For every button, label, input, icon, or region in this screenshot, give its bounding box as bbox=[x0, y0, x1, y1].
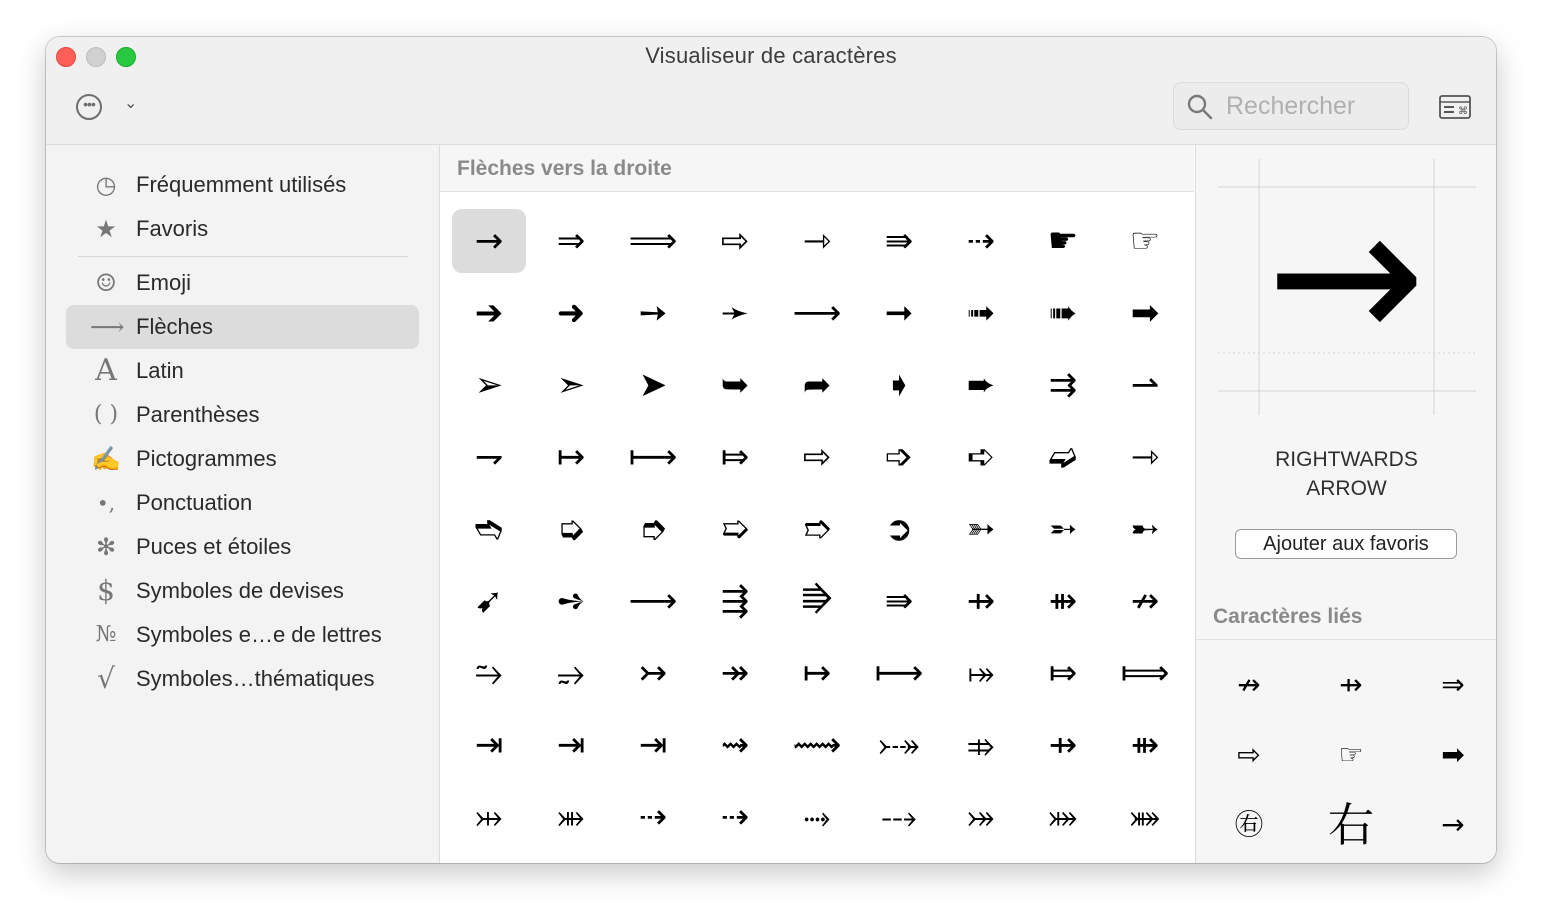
character-cell[interactable]: ⇸ bbox=[966, 581, 996, 621]
sidebar-item-label: Latin bbox=[136, 358, 184, 383]
character-viewer-window bbox=[46, 37, 1496, 863]
more-actions-icon[interactable]: ••• bbox=[76, 94, 102, 120]
numero-icon: № bbox=[95, 622, 117, 647]
dollar-icon: $ bbox=[97, 574, 115, 607]
character-cell[interactable]: ⇥ bbox=[556, 725, 586, 765]
character-cell[interactable]: ⇢ bbox=[638, 797, 668, 837]
character-cell[interactable]: ➢ bbox=[474, 365, 504, 405]
character-cell[interactable]: ⟹ bbox=[628, 221, 678, 261]
character-cell[interactable]: ⟼ bbox=[628, 437, 678, 477]
character-cell[interactable]: ➺ bbox=[556, 581, 586, 621]
sidebar-item-label: Flèches bbox=[136, 314, 214, 339]
sidebar-item-label: Pictogrammes bbox=[136, 446, 277, 471]
character-cell[interactable]: ➩ bbox=[884, 437, 914, 477]
star-icon: ★ bbox=[95, 215, 117, 243]
character-cell[interactable]: ⇒ bbox=[556, 221, 586, 261]
related-character-cell[interactable]: ⇨ bbox=[1237, 738, 1261, 771]
latin-a-icon: A bbox=[95, 353, 117, 388]
sidebar-item-label: Symboles e…e de lettres bbox=[136, 622, 382, 647]
character-cell[interactable]: ⤔ bbox=[475, 797, 503, 837]
search-placeholder: Rechercher bbox=[1226, 92, 1356, 120]
sidebar-item-latin[interactable] bbox=[66, 349, 419, 393]
character-cell[interactable]: ⤇ bbox=[720, 437, 750, 477]
svg-text:⌘: ⌘ bbox=[1458, 106, 1468, 117]
character-cell[interactable]: ⤕ bbox=[557, 797, 585, 837]
smiley-icon: ☺ bbox=[95, 269, 117, 297]
section-title: Flèches vers la droite bbox=[457, 157, 672, 180]
sidebar-item-letterlike[interactable] bbox=[66, 613, 419, 657]
character-cell[interactable]: ⇨ bbox=[720, 221, 750, 261]
window-title: Visualiseur de caractères bbox=[645, 43, 897, 68]
character-cell[interactable]: ⤃ bbox=[967, 725, 995, 765]
add-to-favorites-button[interactable]: Ajouter aux favoris bbox=[1235, 529, 1457, 559]
sidebar-item-label: Puces et étoiles bbox=[136, 534, 292, 559]
character-name-line-2: ARROW bbox=[1306, 477, 1387, 500]
parentheses-icon: ( ) bbox=[93, 402, 119, 427]
related-character-cell[interactable]: ➡ bbox=[1441, 738, 1465, 771]
clock-icon: ◷ bbox=[95, 171, 117, 199]
related-characters-header bbox=[1196, 597, 1496, 640]
character-cell[interactable]: ⇻ bbox=[1130, 725, 1160, 765]
arrow-icon: ⟶ bbox=[90, 313, 125, 341]
character-cell[interactable]: ➔ bbox=[474, 293, 504, 333]
sidebar-item-favorites[interactable] bbox=[66, 207, 419, 251]
character-cell[interactable]: ➬ bbox=[474, 509, 504, 549]
character-cell[interactable]: ⤏ bbox=[881, 797, 917, 837]
character-detail-panel bbox=[1195, 145, 1496, 863]
asterisk-icon: ✻ bbox=[95, 533, 117, 561]
sidebar-item-label: Favoris bbox=[136, 216, 209, 241]
character-cell[interactable]: ⇛ bbox=[884, 581, 914, 621]
sidebar-item-label: Symboles de devises bbox=[136, 578, 344, 603]
character-cell[interactable]: ⤇ bbox=[1048, 653, 1078, 693]
character-cell[interactable]: ➛ bbox=[720, 293, 750, 333]
character-cell[interactable]: ⇥ bbox=[638, 725, 668, 765]
related-character-cell[interactable]: ↛ bbox=[1237, 668, 1261, 701]
character-cell[interactable]: ☞ bbox=[1129, 221, 1161, 261]
character-cell[interactable]: ⇻ bbox=[1048, 581, 1078, 621]
character-cell[interactable]: ⟿ bbox=[792, 725, 842, 765]
keyboard-viewer-icon[interactable] bbox=[1439, 95, 1471, 119]
character-cell[interactable]: ↦ bbox=[802, 653, 832, 693]
character-cell[interactable]: ➭ bbox=[556, 509, 586, 549]
character-cell[interactable]: ⤖ bbox=[967, 797, 995, 837]
sidebar-item-arrows[interactable] bbox=[66, 305, 419, 349]
character-cell[interactable]: ⤘ bbox=[1129, 797, 1161, 837]
related-character-cell[interactable]: ⇒ bbox=[1441, 668, 1465, 701]
sidebar-item-label: Parenthèses bbox=[136, 402, 260, 427]
character-cell[interactable]: ➸ bbox=[1130, 509, 1160, 549]
character-cell[interactable]: ➞ bbox=[884, 293, 914, 333]
sidebar-item-label: Ponctuation bbox=[136, 490, 253, 515]
titlebar bbox=[46, 37, 1496, 145]
character-cell[interactable]: ⤗ bbox=[1048, 797, 1078, 837]
character-preview bbox=[1218, 159, 1476, 415]
character-cell[interactable]: ⤐ bbox=[878, 725, 920, 765]
related-character-cell[interactable]: → bbox=[1441, 808, 1465, 841]
character-cell[interactable]: ➳ bbox=[966, 509, 996, 549]
sidebar-item-bullets-stars[interactable] bbox=[66, 525, 419, 569]
character-cell[interactable]: ➙ bbox=[638, 293, 668, 333]
sidebar-item-math[interactable] bbox=[66, 657, 419, 701]
character-cell[interactable]: ⭆ bbox=[801, 581, 833, 621]
character-cell[interactable]: ⇸ bbox=[1048, 725, 1078, 765]
character-cell[interactable]: ➹ bbox=[474, 581, 504, 621]
character-cell[interactable]: ➠ bbox=[1048, 293, 1078, 333]
character-cell[interactable]: ➵ bbox=[1048, 509, 1078, 549]
search-icon bbox=[1186, 93, 1214, 121]
character-cell[interactable]: ⇁ bbox=[474, 437, 504, 477]
related-character-cell[interactable]: ㊨ bbox=[1234, 808, 1263, 841]
related-character-cell[interactable]: 右 bbox=[1328, 798, 1374, 852]
character-cell[interactable]: ➧ bbox=[884, 365, 914, 405]
character-cell[interactable]: ⇶ bbox=[720, 581, 750, 621]
character-cell[interactable]: ⇥ bbox=[474, 725, 504, 765]
character-cell[interactable]: ⟼ bbox=[874, 653, 924, 693]
sidebar-item-parentheses[interactable] bbox=[66, 393, 419, 437]
category-sidebar bbox=[46, 145, 440, 863]
related-characters-title: Caractères liés bbox=[1213, 605, 1363, 628]
character-cell[interactable]: ➟ bbox=[966, 293, 996, 333]
character-cell[interactable]: ↣ bbox=[638, 653, 668, 693]
punctuation-icon: •, bbox=[96, 491, 116, 515]
character-cell[interactable]: ⇀ bbox=[1130, 365, 1160, 405]
character-cell[interactable]: ⇢ bbox=[966, 221, 996, 261]
character-cell[interactable]: ⤅ bbox=[967, 653, 995, 693]
square-root-icon: √ bbox=[97, 662, 115, 695]
character-cell[interactable]: ⥲ bbox=[475, 653, 503, 693]
character-cell[interactable]: ➪ bbox=[966, 437, 996, 477]
sidebar-item-label: Symboles…thématiques bbox=[136, 666, 375, 691]
section-header bbox=[440, 145, 1194, 192]
character-cell[interactable]: ⇝ bbox=[720, 725, 750, 765]
character-cell[interactable]: ⇨ bbox=[802, 437, 832, 477]
sidebar-item-pictographs[interactable] bbox=[66, 437, 419, 481]
chevron-down-icon[interactable]: ⌄ bbox=[124, 95, 138, 112]
character-grid-panel bbox=[440, 145, 1194, 863]
character-cell[interactable]: → bbox=[452, 209, 526, 273]
character-cell[interactable]: ⟾ bbox=[1120, 653, 1170, 693]
sidebar-item-label: Emoji bbox=[136, 270, 192, 295]
character-cell[interactable]: ➱ bbox=[802, 509, 832, 549]
related-character-cell[interactable]: ☞ bbox=[1338, 738, 1364, 771]
character-name bbox=[1196, 445, 1496, 503]
character-cell[interactable]: ⥴ bbox=[557, 653, 585, 693]
character-cell[interactable]: ☛ bbox=[1047, 221, 1079, 261]
sidebar-item-punctuation[interactable] bbox=[66, 481, 419, 525]
character-cell[interactable]: ↦ bbox=[556, 437, 586, 477]
character-cell[interactable]: ➦ bbox=[802, 365, 832, 405]
related-character-cell[interactable]: ⇸ bbox=[1339, 668, 1363, 701]
sidebar-divider bbox=[78, 256, 408, 257]
character-cell[interactable]: ➫ bbox=[1048, 437, 1078, 477]
search-input[interactable] bbox=[1173, 82, 1409, 130]
sidebar-item-currency[interactable] bbox=[66, 569, 419, 613]
character-cell[interactable]: ➥ bbox=[720, 365, 750, 405]
character-cell[interactable]: ⟶ bbox=[792, 293, 842, 333]
sidebar-item-emoji[interactable] bbox=[66, 261, 419, 305]
sidebar-item-frequently-used[interactable] bbox=[66, 163, 419, 207]
character-cell[interactable]: ➣ bbox=[556, 365, 586, 405]
character-cell[interactable]: ➡ bbox=[1130, 293, 1160, 333]
character-cell[interactable]: ⤑ bbox=[803, 797, 831, 837]
character-cell[interactable]: ↛ bbox=[1130, 581, 1160, 621]
character-cell[interactable]: ➜ bbox=[556, 293, 586, 333]
character-cell[interactable]: ⇛ bbox=[884, 221, 914, 261]
character-name-line-1: RIGHTWARDS bbox=[1275, 448, 1418, 471]
pencil-hand-icon: ✍ bbox=[91, 445, 121, 473]
character-cell[interactable]: ➯ bbox=[720, 509, 750, 549]
character-cell[interactable]: ⇾ bbox=[1130, 437, 1160, 477]
character-cell[interactable]: ⇾ bbox=[802, 221, 832, 261]
character-cell[interactable]: ➲ bbox=[884, 509, 914, 549]
character-cell[interactable]: ➤ bbox=[638, 365, 668, 405]
character-cell[interactable]: ↠ bbox=[720, 653, 750, 693]
preview-glyph: → bbox=[1266, 165, 1426, 386]
character-cell[interactable]: ⇉ bbox=[1048, 365, 1078, 405]
character-cell[interactable]: ➨ bbox=[966, 365, 996, 405]
sidebar-item-label: Fréquemment utilisés bbox=[136, 172, 347, 197]
character-cell[interactable]: ⟶ bbox=[628, 581, 678, 621]
character-cell[interactable]: ➮ bbox=[638, 509, 668, 549]
character-cell[interactable]: ⇢ bbox=[720, 797, 750, 837]
